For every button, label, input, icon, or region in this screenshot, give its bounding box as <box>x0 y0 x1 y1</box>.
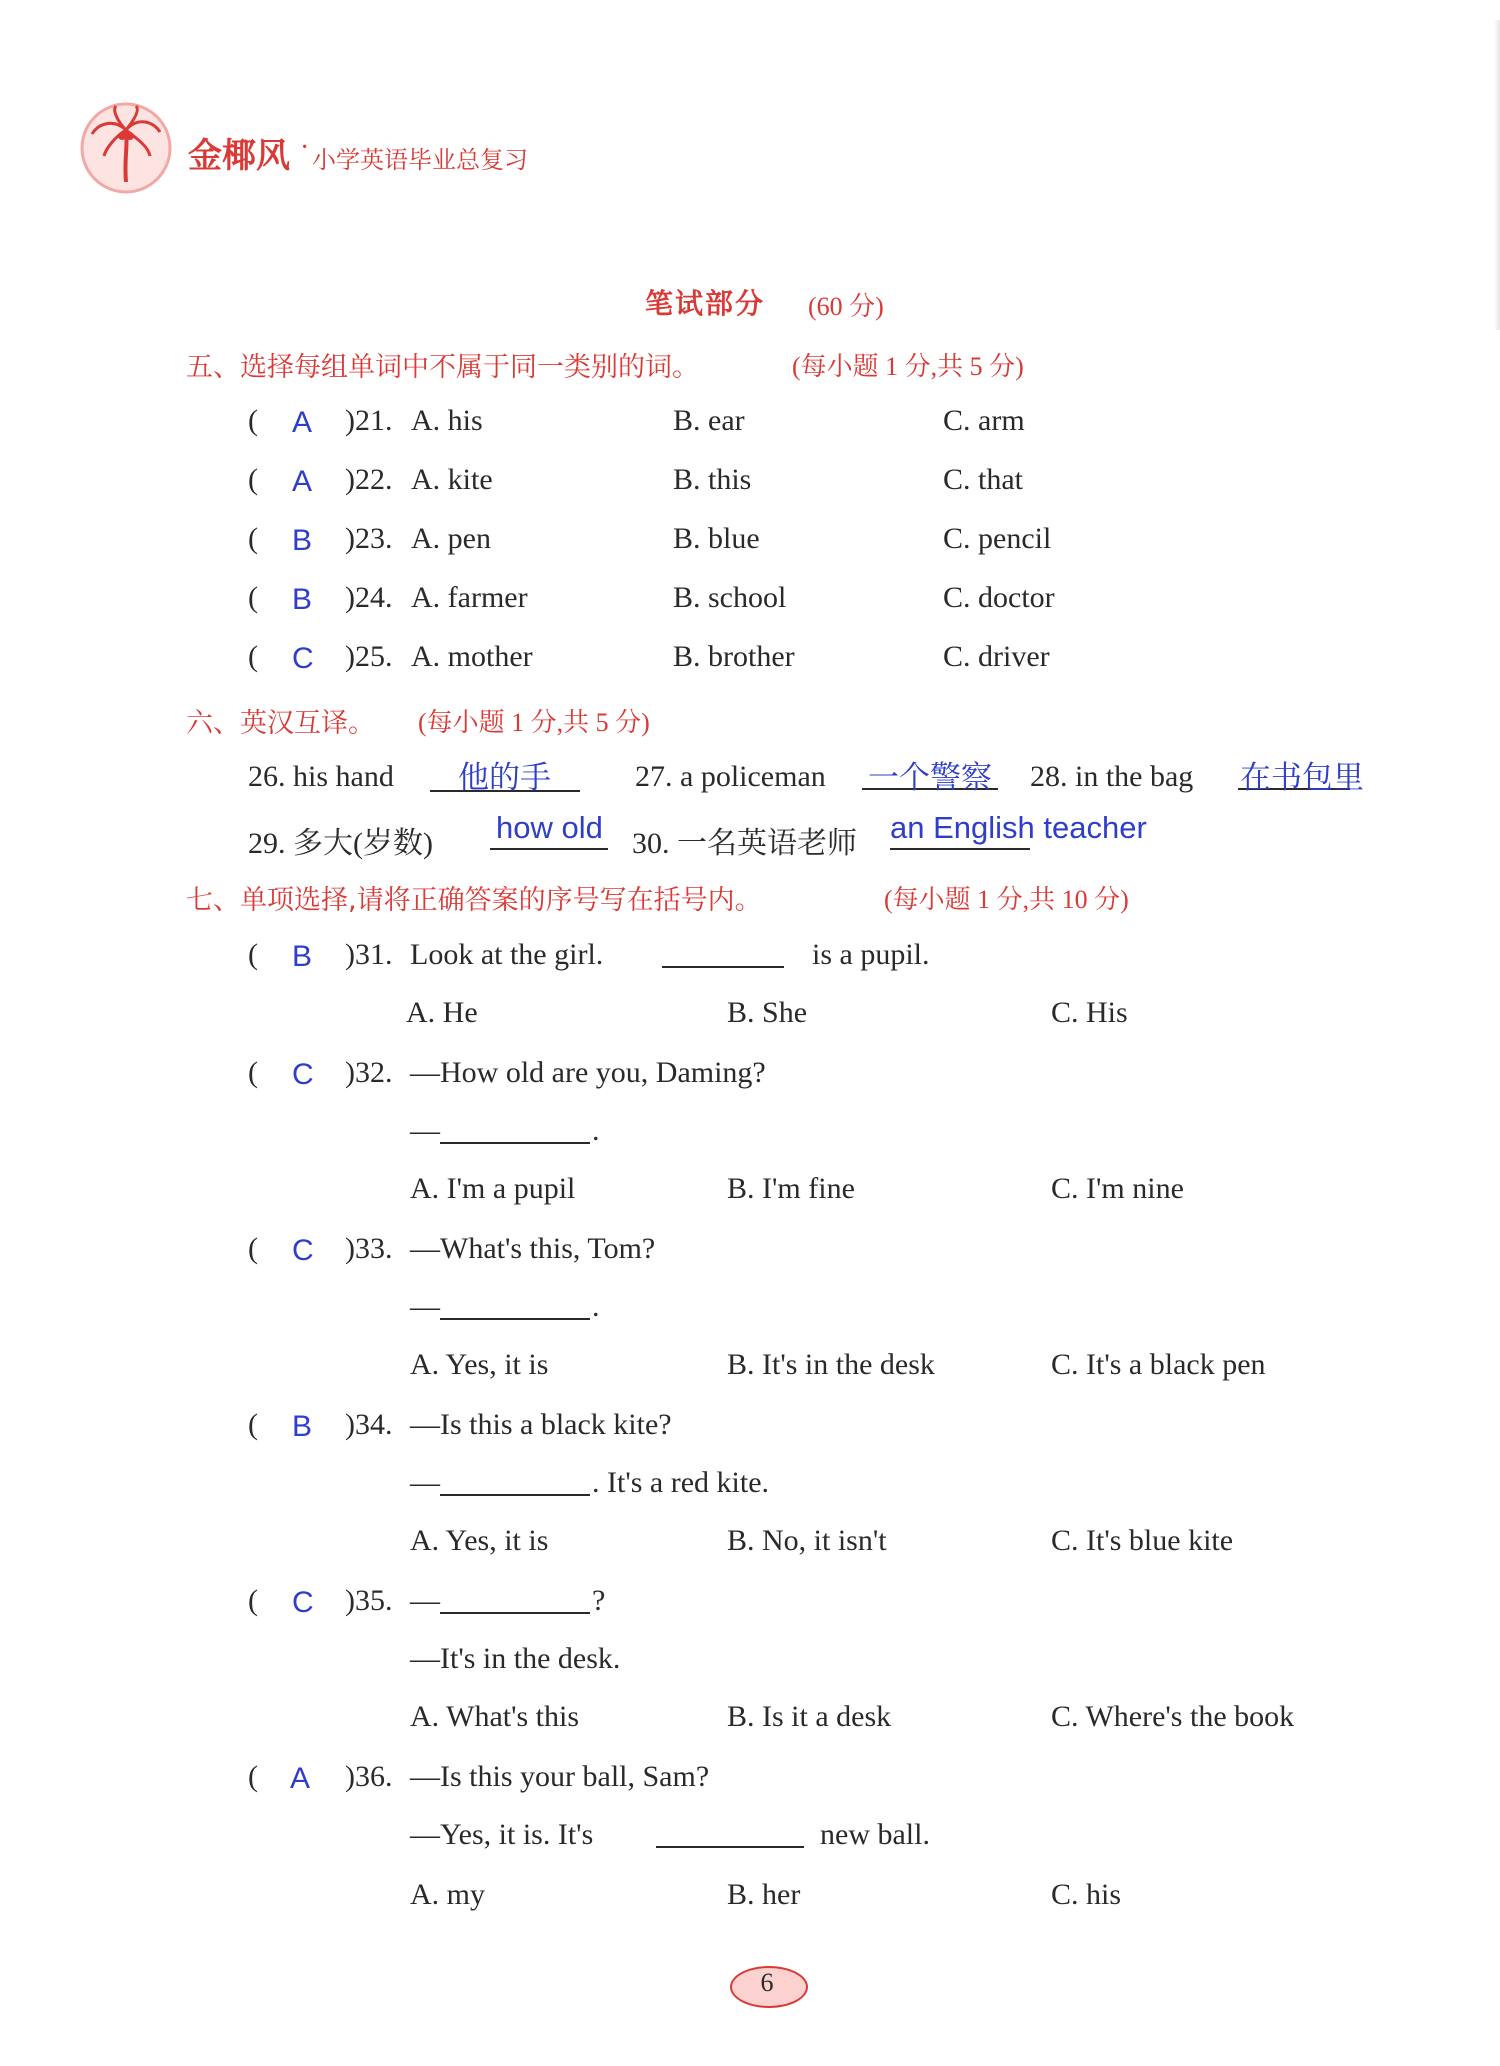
option-b: B. I'm fine <box>727 1172 855 1205</box>
option-c: C. driver <box>943 640 1050 673</box>
answer-31: B <box>292 940 313 973</box>
reply-end: new ball. <box>820 1818 930 1851</box>
reply-end: . <box>592 1114 600 1147</box>
option-b: B. this <box>673 463 752 496</box>
answer-paren: ( <box>248 1232 258 1265</box>
option-a: A. his <box>411 404 483 437</box>
answer-35: C <box>292 1586 314 1619</box>
section-7-note: (每小题 1 分,共 10 分) <box>884 885 1129 914</box>
translate-26-answer: 他的手 <box>458 760 551 795</box>
translate-26-prompt: 26. his hand <box>248 760 394 793</box>
translate-27-answer: 一个警察 <box>868 760 992 795</box>
question-stem-end: is a pupil. <box>812 938 930 971</box>
answer-blank <box>440 1494 590 1496</box>
option-a: A. What's this <box>410 1700 580 1733</box>
option-a: A. kite <box>411 463 493 496</box>
option-b: B. It's in the desk <box>727 1348 935 1381</box>
question-stem: —Is this a black kite? <box>410 1408 672 1441</box>
answer-32: C <box>292 1058 314 1091</box>
option-c: C. that <box>943 463 1023 496</box>
brand-name: 金椰风 <box>188 136 290 176</box>
option-b: B. ear <box>673 404 745 437</box>
answer-blank <box>440 1612 590 1614</box>
book-subtitle: 小学英语毕业总复习 <box>312 146 528 174</box>
answer-23: B <box>292 524 313 557</box>
translate-27-prompt: 27. a policeman <box>635 760 826 793</box>
answer-34: B <box>292 1410 313 1443</box>
answer-24: B <box>292 583 313 616</box>
option-a: A. my <box>410 1878 485 1911</box>
option-a: A. Yes, it is <box>410 1524 549 1557</box>
section-6-title: 六、英汉互译。 <box>186 708 375 739</box>
question-number: )36. <box>345 1760 393 1793</box>
translate-29-prompt: 29. 多大(岁数) <box>248 827 433 860</box>
option-b: B. blue <box>673 522 760 555</box>
answer-paren: ( <box>248 1584 258 1617</box>
question-number: )34. <box>345 1408 393 1441</box>
answer-paren: ( <box>248 404 258 437</box>
reply-line: —It's in the desk. <box>410 1642 621 1675</box>
question-number: )21. <box>345 404 393 437</box>
page-edge <box>1494 20 1500 330</box>
answer-21: A <box>292 406 313 439</box>
answer-25: C <box>292 642 314 675</box>
answer-blank <box>890 848 1030 850</box>
option-b: B. She <box>727 996 808 1029</box>
option-a: A. He <box>406 996 478 1029</box>
palm-logo-icon <box>78 100 174 196</box>
option-c: C. Where's the book <box>1051 1700 1295 1733</box>
option-b: B. her <box>727 1878 801 1911</box>
section-7-title: 七、单项选择,请将正确答案的序号写在括号内。 <box>186 885 762 916</box>
answer-blank <box>440 1142 590 1144</box>
answer-blank <box>662 966 784 968</box>
option-a: A. Yes, it is <box>410 1348 549 1381</box>
option-c: C. It's blue kite <box>1051 1524 1234 1557</box>
section-5-note: (每小题 1 分,共 5 分) <box>792 352 1024 381</box>
question-stem: —What's this, Tom? <box>410 1232 656 1265</box>
question-number: )33. <box>345 1232 393 1265</box>
answer-paren: ( <box>248 1056 258 1089</box>
question-stem-end: ? <box>592 1584 606 1617</box>
answer-paren: ( <box>248 1760 258 1793</box>
question-number: )23. <box>345 522 393 555</box>
translate-28-prompt: 28. in the bag <box>1030 760 1194 793</box>
answer-paren: ( <box>248 1408 258 1441</box>
page-number: 6 <box>760 1968 774 1997</box>
question-number: )22. <box>345 463 393 496</box>
translate-30-answer: an English teacher <box>890 810 1147 845</box>
answer-paren: ( <box>248 522 258 555</box>
option-c: C. I'm nine <box>1051 1172 1184 1205</box>
option-a: A. farmer <box>411 581 528 614</box>
question-stem: — <box>410 1584 440 1617</box>
answer-paren: ( <box>248 581 258 614</box>
answer-paren: ( <box>248 640 258 673</box>
answer-blank <box>440 1318 590 1320</box>
option-a: A. mother <box>411 640 533 673</box>
answer-blank <box>490 848 608 850</box>
question-number: )24. <box>345 581 393 614</box>
question-stem: Look at the girl. <box>410 938 604 971</box>
option-b: B. Is it a desk <box>727 1700 892 1733</box>
option-c: C. his <box>1051 1878 1122 1911</box>
answer-paren: ( <box>248 938 258 971</box>
question-stem: —How old are you, Daming? <box>410 1056 766 1089</box>
option-b: B. brother <box>673 640 795 673</box>
question-number: )31. <box>345 938 393 971</box>
answer-22: A <box>292 465 313 498</box>
reply-dash: — <box>410 1114 440 1147</box>
reply-dash: — <box>410 1290 440 1323</box>
translate-30-prompt: 30. 一名英语老师 <box>632 827 857 860</box>
option-b: B. school <box>673 581 787 614</box>
question-number: )35. <box>345 1584 393 1617</box>
option-a: A. pen <box>411 522 491 555</box>
question-number: )32. <box>345 1056 393 1089</box>
option-c: C. It's a black pen <box>1051 1348 1266 1381</box>
reply-end: . It's a red kite. <box>592 1466 770 1499</box>
answer-blank <box>656 1846 804 1848</box>
question-number: )25. <box>345 640 393 673</box>
option-c: C. doctor <box>943 581 1055 614</box>
part-score: (60 分) <box>808 292 884 321</box>
answer-36: A <box>290 1762 311 1795</box>
reply-end: . <box>592 1290 600 1323</box>
answer-paren: ( <box>248 463 258 496</box>
brand-separator: · <box>300 132 310 163</box>
section-5-title: 五、选择每组单词中不属于同一类别的词。 <box>186 352 699 383</box>
translate-28-answer: 在书包里 <box>1240 760 1364 795</box>
option-c: C. His <box>1051 996 1128 1029</box>
question-stem: —Is this your ball, Sam? <box>410 1760 710 1793</box>
option-b: B. No, it isn't <box>727 1524 887 1557</box>
section-6-note: (每小题 1 分,共 5 分) <box>418 708 650 737</box>
option-a: A. I'm a pupil <box>410 1172 576 1205</box>
option-c: C. arm <box>943 404 1025 437</box>
part-title: 笔试部分 <box>645 287 766 320</box>
reply-dash: — <box>410 1466 440 1499</box>
reply-line: —Yes, it is. It's <box>410 1818 594 1851</box>
option-c: C. pencil <box>943 522 1052 555</box>
translate-29-answer: how old <box>496 810 603 845</box>
answer-33: C <box>292 1234 314 1267</box>
